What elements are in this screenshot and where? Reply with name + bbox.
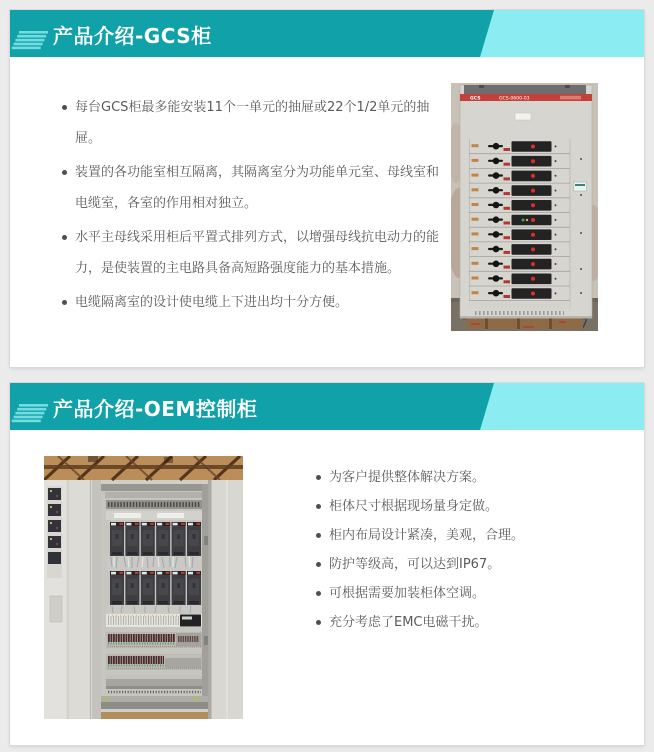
oem-section-header [10,383,644,430]
stripes-icon [10,31,54,51]
bullet-item: 电缆隔离室的设计使电缆上下进出均十分方便。 [62,287,440,318]
oem-section-title: 产品介绍-OEM控制柜 [53,397,258,421]
gcs-nameplate [460,94,592,101]
oem-bullet-list [316,463,636,637]
oem-section-card [10,383,644,745]
bullet-item: 水平主母线采用柜后平置式排列方式，以增强母线抗电动力的能力，是使装置的主电路具备高短路强度能力的基本措施。 [62,222,440,284]
bullet-item: 装置的各功能室相互隔离，其隔离室分为功能单元室、母线室和电缆室，各室的作用相对独立。 [62,157,440,219]
gcs-cabinet-photo [451,83,598,331]
bullet-item: 为客户提供整体解决方案。 [316,463,636,492]
gcs-bullet-list [62,92,440,321]
bullet-item: 防护等级高，可以达到IP67。 [316,550,636,579]
oem-cabinet-photo [44,456,243,719]
nameplate-model-text: GCS-0600-03 [499,96,530,102]
gcs-section-header [10,10,644,57]
gcs-section-title: 产品介绍-GCS柜 [53,24,212,48]
gcs-section-card [10,10,644,367]
bullet-item: 每台GCS柜最多能安装11个一单元的抽屉或22个1/2单元的抽屉。 [62,92,440,154]
nameplate-brand-text: GCS [470,96,481,102]
bullet-item: 充分考虑了EMC电磁干扰。 [316,608,636,637]
bullet-item: 柜内布局设计紧凑，美观，合理。 [316,521,636,550]
stripes-icon [10,404,54,424]
bullet-item: 柜体尺寸根据现场量身定做。 [316,492,636,521]
bullet-item: 可根据需要加装柜体空调。 [316,579,636,608]
